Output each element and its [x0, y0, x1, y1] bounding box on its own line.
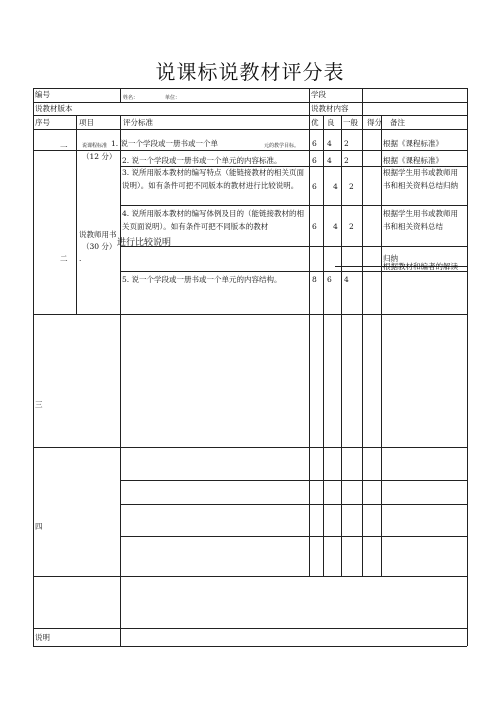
row2-remark: 根据《课程标准》 [383, 156, 443, 165]
grid-line [309, 88, 310, 115]
row1-criteria-tail: 元的教学目标。 [264, 143, 300, 149]
row4-good: 4 [333, 222, 338, 231]
col-remark: 备注 [390, 118, 405, 127]
row1-excellent: 6 [312, 139, 317, 148]
row3-average: 2 [349, 182, 354, 191]
row4-average: 2 [349, 222, 354, 231]
section2-item-dot: · [79, 256, 82, 265]
section1-item: 说课程标准 [82, 143, 108, 149]
grid-line [120, 205, 467, 206]
grid-line [120, 88, 121, 102]
row1-criteria: 1. 说一个学段或一册书或一个单 [111, 139, 219, 148]
grid-line [323, 115, 324, 576]
row5-good: 6 [327, 275, 332, 284]
section2-item-points: （30 分） [82, 242, 117, 251]
name-label: 姓名： [123, 95, 139, 101]
row4-criteria: 4. 说所用版本教材的编写体例及目的（能链接教材的相关页面说明）。如有条件可把不同版本的教材 [122, 209, 305, 231]
grid-line [33, 576, 467, 577]
section2-item: 说教师用书 [79, 230, 117, 239]
grid-line [33, 314, 467, 315]
grid-line [120, 504, 467, 505]
note-label: 说明 [35, 633, 50, 642]
col-criteria: 评分标准 [123, 118, 153, 127]
col-good: 良 [327, 118, 335, 127]
row4-remark: 根据学生用书或教师用书和相关资料总结 [383, 209, 458, 231]
grid-line [33, 102, 467, 103]
row2-average: 2 [344, 156, 349, 165]
row4-excellent: 6 [312, 222, 317, 231]
col-average: 一般 [343, 118, 358, 127]
stage-label: 学段 [311, 90, 326, 99]
grid-line [362, 115, 363, 576]
col-excellent: 优 [311, 118, 319, 127]
section2-overflow-text: 进行比较说明 [117, 238, 172, 248]
col-seq: 序号 [35, 118, 50, 127]
section4-seq: 四 [35, 522, 43, 531]
row5-remark-extra: 归纳 [383, 254, 398, 263]
grid-line [120, 536, 467, 537]
row5-criteria: 5. 说一个学段或一册书或一个单元的内容结构。 [122, 275, 282, 284]
grid-line [33, 447, 467, 448]
grid-line [381, 115, 382, 576]
grid-line [33, 129, 467, 130]
grid-line [341, 115, 342, 576]
row2-criteria: 2. 说一个学段或一册书或一个单元的内容标准。 [122, 156, 282, 165]
section2-seq: 二 [60, 254, 68, 263]
grid-line [362, 88, 363, 115]
col-item: 项目 [79, 118, 94, 127]
page-title: 说课标说教材评分表 [155, 60, 345, 84]
edition-label: 说教材版本 [35, 104, 73, 113]
row3-good: 4 [333, 182, 338, 191]
row5-excellent: 8 [312, 275, 317, 284]
col-score: 得分 [367, 118, 382, 127]
grid-line [33, 628, 467, 629]
grid-line [33, 88, 467, 89]
section1-item-points: （12 分） [82, 152, 117, 161]
number-label: 编号 [35, 90, 50, 99]
grid-line [33, 646, 467, 647]
row1-remark: 根据《课程标准》 [383, 139, 443, 148]
row5-average: 4 [344, 275, 349, 284]
row2-excellent: 6 [312, 156, 317, 165]
row3-remark: 根据学生用书或教师用书和相关资料总结归纳 [383, 168, 458, 190]
row3-excellent: 6 [312, 182, 317, 191]
content-label: 说教材内容 [311, 104, 349, 113]
unit-label: 单位： [165, 95, 181, 101]
grid-line [467, 88, 468, 646]
grid-line [309, 115, 310, 576]
grid-line [33, 88, 34, 646]
row1-average: 2 [344, 139, 349, 148]
grid-line [120, 115, 121, 646]
grid-line [120, 246, 467, 247]
section3-seq: 三 [35, 400, 43, 409]
grid-line [120, 480, 467, 481]
grid-line [76, 115, 77, 314]
row1-good: 4 [327, 139, 332, 148]
row2-good: 4 [327, 156, 332, 165]
row3-criteria: 3. 说所用版本教材的编写特点（能链接教材的相关页面说明）。如有条件可把不同版本的教材进行比较说明。 [122, 168, 305, 190]
section1-seq: 一 [60, 143, 68, 152]
row5-remark: 根据教材和编者的解读 [383, 262, 458, 271]
